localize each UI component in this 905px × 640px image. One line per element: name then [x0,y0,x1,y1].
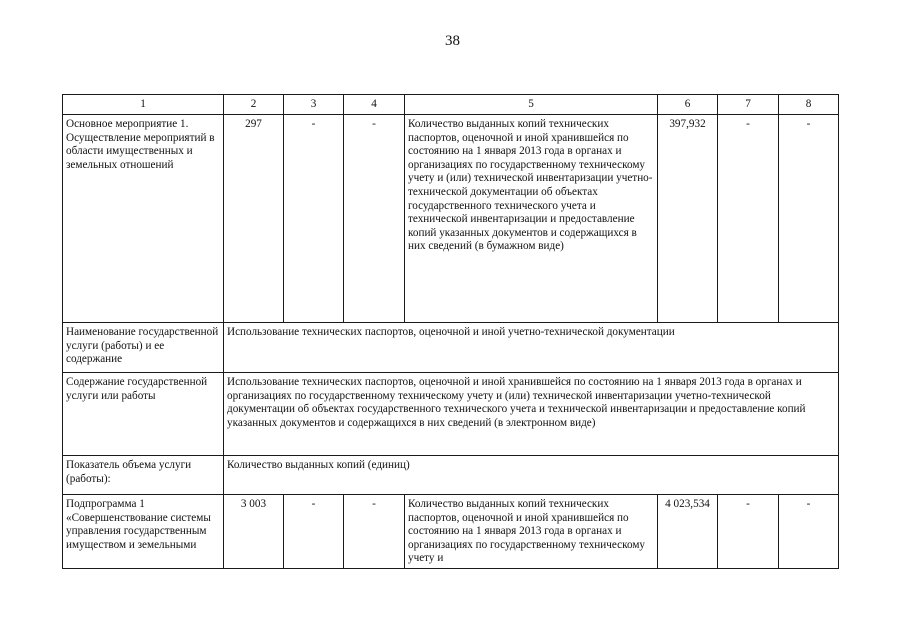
value-cell: 4 023,534 [658,495,718,569]
value-cell: 397,932 [658,115,718,323]
indicator-description-cell: Количество выданных копий технических паспортов, оценочной и иной хранившейся по состоянию на 1 января 2013 года в органах и организациях по государственному техническому учету и (или) технической инвентаризации учетно-технической документации об объектах государственного технического учета и технической инвентаризации и предоставление копий указанных документов и содержащихся в них сведений (в бумажном виде) [405,115,658,323]
table-header-row [63,95,839,115]
activity-name-cell: Основное мероприятие 1. Осуществление мероприятий в области имущественных и земельных отношений [63,115,224,323]
table-row [63,495,839,569]
page-number: 38 [445,33,460,49]
header-cell: 1 [63,95,224,115]
data-table [62,94,839,569]
value-cell: - [779,495,839,569]
row-text-cell: Использование технических паспортов, оценочной и иной учетно-технической документации [224,323,839,373]
header-cell: 2 [224,95,284,115]
table-row [63,323,839,373]
row-label-cell: Показатель объема услуги (работы): [63,456,224,495]
value-cell: - [718,115,779,323]
header-cell: 8 [779,95,839,115]
activity-name-cell: Подпрограмма 1 «Совершенствование системы управления государственным имуществом и земельными [63,495,224,569]
row-label-cell: Наименование государственной услуги (работы) и ее содержание [63,323,224,373]
value-cell: - [718,495,779,569]
header-cell: 7 [718,95,779,115]
header-cell: 4 [344,95,405,115]
value-cell: 3 003 [224,495,284,569]
table-row [63,456,839,495]
row-text-cell: Количество выданных копий (единиц) [224,456,839,495]
indicator-description-cell: Количество выданных копий технических паспортов, оценочной и иной хранившейся по состоянию на 1 января 2013 года в органах и организациях по государственному техническому учету и [405,495,658,569]
header-cell: 6 [658,95,718,115]
header-cell: 3 [284,95,344,115]
value-cell: - [344,115,405,323]
row-label-cell: Содержание государственной услуги или работы [63,373,224,456]
table-row [63,373,839,456]
value-cell: 297 [224,115,284,323]
header-cell: 5 [405,95,658,115]
value-cell: - [344,495,405,569]
row-text-cell: Использование технических паспортов, оценочной и иной хранившейся по состоянию на 1 января 2013 года в органах и организациях по государственному техническому учету и (или) технической инвентаризации учетно-технической документации об объектах государственного технического учета и технической инвентаризации и предоставление копий указанных документов и содержащихся в них сведений (в электронном виде) [224,373,839,456]
value-cell: - [284,115,344,323]
value-cell: - [284,495,344,569]
table-row [63,115,839,323]
value-cell: - [779,115,839,323]
